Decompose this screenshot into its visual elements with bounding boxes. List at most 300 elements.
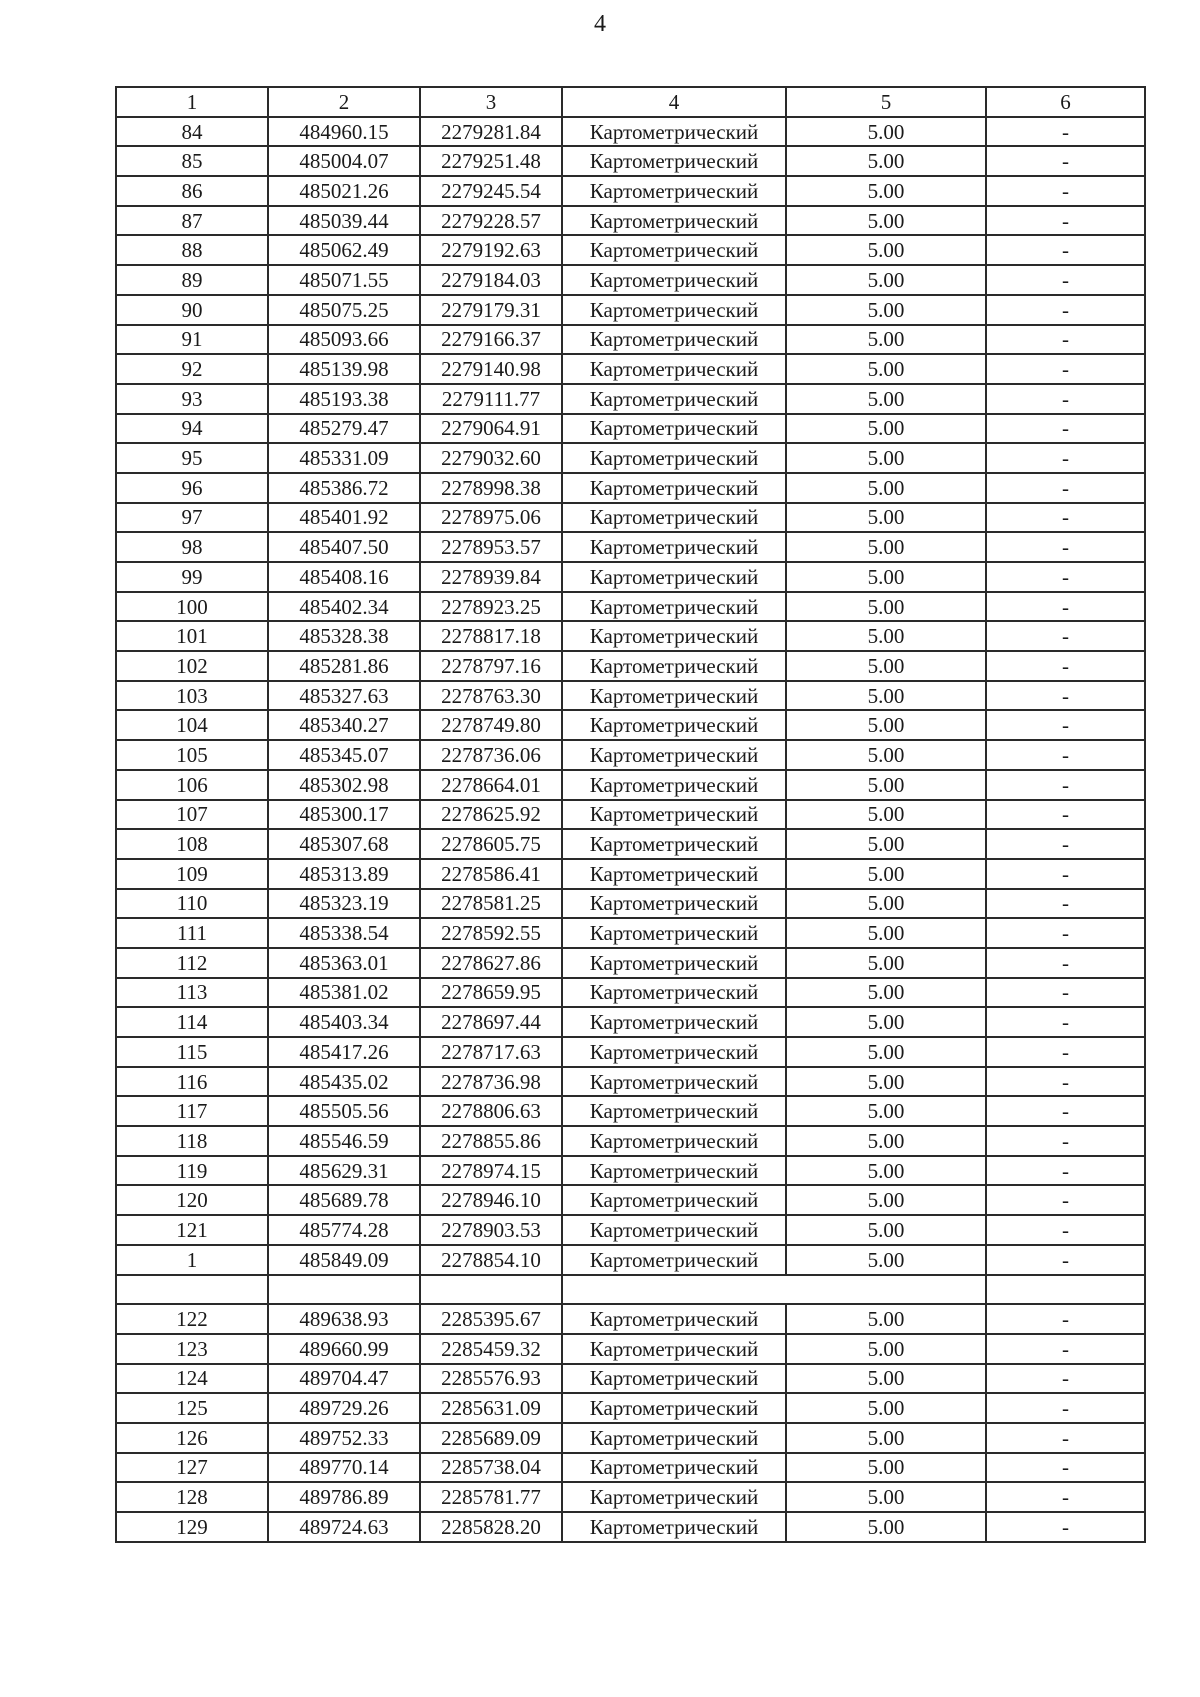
- table-cell: 2279192.63: [420, 235, 562, 265]
- table-cell: 98: [116, 532, 268, 562]
- table-cell: 485039.44: [268, 206, 420, 236]
- table-cell: 110: [116, 889, 268, 919]
- table-cell: Картометрический: [562, 176, 786, 206]
- table-cell: 489724.63: [268, 1512, 420, 1542]
- table-cell: 5.00: [786, 1126, 986, 1156]
- table-cell: -: [986, 176, 1145, 206]
- table-row: [116, 117, 1145, 147]
- table-row: [116, 1245, 1145, 1275]
- table-cell: -: [986, 1364, 1145, 1394]
- table-cell: 2279111.77: [420, 384, 562, 414]
- table-cell: 5.00: [786, 829, 986, 859]
- table-cell: Картометрический: [562, 1482, 786, 1512]
- table-cell: 485401.92: [268, 503, 420, 533]
- table-cell: 5.00: [786, 206, 986, 236]
- table-cell: 2278664.01: [420, 770, 562, 800]
- table-row: [116, 829, 1145, 859]
- table-cell: 2278855.86: [420, 1126, 562, 1156]
- table-row: [116, 1037, 1145, 1067]
- table-row: [116, 1185, 1145, 1215]
- table-cell: 84: [116, 117, 268, 147]
- table-cell: 113: [116, 978, 268, 1008]
- table-row: [116, 443, 1145, 473]
- table-cell: -: [986, 1037, 1145, 1067]
- table-cell: 5.00: [786, 651, 986, 681]
- table-row: [116, 1423, 1145, 1453]
- table-cell: 485689.78: [268, 1185, 420, 1215]
- table-cell: 5.00: [786, 503, 986, 533]
- table-row: [116, 1304, 1145, 1334]
- table-cell: 5.00: [786, 473, 986, 503]
- table-cell: 2278797.16: [420, 651, 562, 681]
- table-cell: 127: [116, 1453, 268, 1483]
- table-cell: 489770.14: [268, 1453, 420, 1483]
- table-cell: Картометрический: [562, 1007, 786, 1037]
- table-cell: 5.00: [786, 710, 986, 740]
- table-cell: Картометрический: [562, 265, 786, 295]
- table-cell: 128: [116, 1482, 268, 1512]
- table-cell: Картометрический: [562, 1156, 786, 1186]
- table-cell: 2285828.20: [420, 1512, 562, 1542]
- table-cell: 99: [116, 562, 268, 592]
- table-cell: -: [986, 1453, 1145, 1483]
- table-cell: 5.00: [786, 1334, 986, 1364]
- table-row: [116, 1215, 1145, 1245]
- column-header: 1: [116, 87, 268, 117]
- table-cell: 2278806.63: [420, 1096, 562, 1126]
- table-cell: 5.00: [786, 740, 986, 770]
- column-header: 2: [268, 87, 420, 117]
- table-cell: -: [986, 1482, 1145, 1512]
- table-cell: Картометрический: [562, 1393, 786, 1423]
- table-cell: 2279281.84: [420, 117, 562, 147]
- table-cell: 485546.59: [268, 1126, 420, 1156]
- table-cell: 2278627.86: [420, 948, 562, 978]
- table-cell: 5.00: [786, 1245, 986, 1275]
- table-cell: Картометрический: [562, 859, 786, 889]
- table-cell: Картометрический: [562, 1364, 786, 1394]
- table-cell: 93: [116, 384, 268, 414]
- table-row: [116, 354, 1145, 384]
- empty-cell: [268, 1275, 420, 1305]
- table-cell: -: [986, 592, 1145, 622]
- table-cell: 5.00: [786, 621, 986, 651]
- separator-row: [116, 1275, 1145, 1305]
- table-cell: Картометрический: [562, 414, 786, 444]
- table-row: [116, 1007, 1145, 1037]
- table-cell: 485281.86: [268, 651, 420, 681]
- table-cell: -: [986, 146, 1145, 176]
- table-cell: 123: [116, 1334, 268, 1364]
- table-cell: 102: [116, 651, 268, 681]
- table-cell: Картометрический: [562, 1423, 786, 1453]
- table-cell: 5.00: [786, 146, 986, 176]
- table-cell: Картометрический: [562, 1215, 786, 1245]
- table-row: [116, 1393, 1145, 1423]
- table-cell: -: [986, 1393, 1145, 1423]
- empty-cell: [420, 1275, 562, 1305]
- table-cell: 5.00: [786, 1423, 986, 1453]
- table-cell: 485071.55: [268, 265, 420, 295]
- table-cell: 2278817.18: [420, 621, 562, 651]
- table-cell: 5.00: [786, 592, 986, 622]
- table-cell: -: [986, 503, 1145, 533]
- table-cell: 86: [116, 176, 268, 206]
- empty-cell: [562, 1275, 986, 1305]
- table-cell: 485774.28: [268, 1215, 420, 1245]
- table-cell: 95: [116, 443, 268, 473]
- table-cell: -: [986, 235, 1145, 265]
- column-header: 4: [562, 87, 786, 117]
- table-cell: 2279228.57: [420, 206, 562, 236]
- table-cell: -: [986, 1245, 1145, 1275]
- table-cell: Картометрический: [562, 651, 786, 681]
- table-cell: 2278953.57: [420, 532, 562, 562]
- table-cell: 5.00: [786, 176, 986, 206]
- table-cell: 485062.49: [268, 235, 420, 265]
- table-cell: Картометрический: [562, 1185, 786, 1215]
- table-cell: 2285781.77: [420, 1482, 562, 1512]
- table-cell: 485407.50: [268, 532, 420, 562]
- table-cell: Картометрический: [562, 235, 786, 265]
- table-cell: Картометрический: [562, 146, 786, 176]
- table-row: [116, 1156, 1145, 1186]
- table-cell: -: [986, 443, 1145, 473]
- table-cell: 2278939.84: [420, 562, 562, 592]
- table-row: [116, 948, 1145, 978]
- table-cell: Картометрический: [562, 1245, 786, 1275]
- table-cell: 5.00: [786, 325, 986, 355]
- table-cell: 5.00: [786, 978, 986, 1008]
- table-row: [116, 621, 1145, 651]
- table-cell: 485402.34: [268, 592, 420, 622]
- table-cell: 485279.47: [268, 414, 420, 444]
- column-header: 3: [420, 87, 562, 117]
- table-cell: Картометрический: [562, 621, 786, 651]
- table-cell: 2278605.75: [420, 829, 562, 859]
- table-cell: -: [986, 1215, 1145, 1245]
- table-cell: 2285631.09: [420, 1393, 562, 1423]
- table-cell: -: [986, 1096, 1145, 1126]
- table-cell: -: [986, 740, 1145, 770]
- table-cell: Картометрический: [562, 1096, 786, 1126]
- table-cell: 5.00: [786, 1512, 986, 1542]
- table-cell: 5.00: [786, 235, 986, 265]
- table-cell: 2278659.95: [420, 978, 562, 1008]
- table-cell: 115: [116, 1037, 268, 1067]
- table-cell: 5.00: [786, 918, 986, 948]
- table-cell: 485093.66: [268, 325, 420, 355]
- table-cell: 5.00: [786, 1304, 986, 1334]
- table-cell: Картометрический: [562, 829, 786, 859]
- table-cell: 101: [116, 621, 268, 651]
- table-cell: 485331.09: [268, 443, 420, 473]
- table-cell: Картометрический: [562, 473, 786, 503]
- table-cell: 5.00: [786, 443, 986, 473]
- table-cell: 2279245.54: [420, 176, 562, 206]
- table-cell: 94: [116, 414, 268, 444]
- table-cell: 489704.47: [268, 1364, 420, 1394]
- table-row: [116, 918, 1145, 948]
- table-cell: 485340.27: [268, 710, 420, 740]
- table-header-row: [116, 87, 1145, 117]
- table-cell: 2279251.48: [420, 146, 562, 176]
- table-cell: 489638.93: [268, 1304, 420, 1334]
- table-row: [116, 889, 1145, 919]
- table-cell: Картометрический: [562, 325, 786, 355]
- table-cell: 2278854.10: [420, 1245, 562, 1275]
- table-cell: -: [986, 889, 1145, 919]
- table-row: [116, 1126, 1145, 1156]
- table-cell: Картометрический: [562, 1512, 786, 1542]
- table-cell: 87: [116, 206, 268, 236]
- table-cell: 2279166.37: [420, 325, 562, 355]
- table-row: [116, 1453, 1145, 1483]
- table-cell: 2278586.41: [420, 859, 562, 889]
- table-cell: Картометрический: [562, 592, 786, 622]
- empty-cell: [116, 1275, 268, 1305]
- table-row: [116, 770, 1145, 800]
- table-cell: -: [986, 1156, 1145, 1186]
- table-cell: 5.00: [786, 681, 986, 711]
- table-cell: 2279179.31: [420, 295, 562, 325]
- table-cell: 2278974.15: [420, 1156, 562, 1186]
- table-cell: 5.00: [786, 1453, 986, 1483]
- table-row: [116, 1334, 1145, 1364]
- table-cell: 485323.19: [268, 889, 420, 919]
- table-cell: 2279032.60: [420, 443, 562, 473]
- table-cell: 121: [116, 1215, 268, 1245]
- table-cell: 124: [116, 1364, 268, 1394]
- table-cell: 484960.15: [268, 117, 420, 147]
- table-cell: -: [986, 1334, 1145, 1364]
- table-cell: Картометрический: [562, 1037, 786, 1067]
- table-cell: 485435.02: [268, 1067, 420, 1097]
- table-cell: 2278975.06: [420, 503, 562, 533]
- table-row: [116, 146, 1145, 176]
- table-cell: 5.00: [786, 414, 986, 444]
- table-cell: 5.00: [786, 1007, 986, 1037]
- table-cell: 485408.16: [268, 562, 420, 592]
- table-cell: Картометрический: [562, 740, 786, 770]
- table-cell: 2279184.03: [420, 265, 562, 295]
- table-cell: 5.00: [786, 1096, 986, 1126]
- table-cell: 2278717.63: [420, 1037, 562, 1067]
- table-cell: 2285459.32: [420, 1334, 562, 1364]
- table-cell: 5.00: [786, 859, 986, 889]
- table-cell: 5.00: [786, 354, 986, 384]
- table-cell: 90: [116, 295, 268, 325]
- table-cell: 1: [116, 1245, 268, 1275]
- table-cell: 2285576.93: [420, 1364, 562, 1394]
- table-cell: 2279140.98: [420, 354, 562, 384]
- table-cell: -: [986, 1304, 1145, 1334]
- table-cell: 5.00: [786, 1482, 986, 1512]
- table-cell: 485386.72: [268, 473, 420, 503]
- table-cell: 2278736.98: [420, 1067, 562, 1097]
- table-body-block-2: [116, 1304, 1145, 1542]
- table-cell: 485338.54: [268, 918, 420, 948]
- table-cell: -: [986, 295, 1145, 325]
- table-cell: Картометрический: [562, 681, 786, 711]
- table-row: [116, 503, 1145, 533]
- table-cell: -: [986, 978, 1145, 1008]
- table-cell: Картометрический: [562, 1453, 786, 1483]
- table-cell: 5.00: [786, 800, 986, 830]
- table-cell: 5.00: [786, 532, 986, 562]
- table-cell: 5.00: [786, 770, 986, 800]
- empty-cell: [986, 1275, 1145, 1305]
- table-cell: 2278903.53: [420, 1215, 562, 1245]
- table-cell: Картометрический: [562, 503, 786, 533]
- table-cell: 125: [116, 1393, 268, 1423]
- table-cell: Картометрический: [562, 1334, 786, 1364]
- table-cell: 485300.17: [268, 800, 420, 830]
- table-row: [116, 710, 1145, 740]
- table-cell: 485307.68: [268, 829, 420, 859]
- table-cell: -: [986, 354, 1145, 384]
- table-cell: 2278736.06: [420, 740, 562, 770]
- table-cell: 485849.09: [268, 1245, 420, 1275]
- table-cell: 2278998.38: [420, 473, 562, 503]
- table-cell: 5.00: [786, 1156, 986, 1186]
- table-cell: Картометрический: [562, 978, 786, 1008]
- table-cell: 485403.34: [268, 1007, 420, 1037]
- table-cell: 111: [116, 918, 268, 948]
- table-row: [116, 1096, 1145, 1126]
- table-cell: -: [986, 948, 1145, 978]
- table-cell: 109: [116, 859, 268, 889]
- table-row: [116, 414, 1145, 444]
- table-cell: -: [986, 473, 1145, 503]
- table-cell: 5.00: [786, 562, 986, 592]
- table-cell: 485417.26: [268, 1037, 420, 1067]
- table-cell: 97: [116, 503, 268, 533]
- table-cell: 2278581.25: [420, 889, 562, 919]
- table-row: [116, 978, 1145, 1008]
- table-row: [116, 592, 1145, 622]
- table-cell: 485505.56: [268, 1096, 420, 1126]
- table-cell: -: [986, 265, 1145, 295]
- table-cell: 92: [116, 354, 268, 384]
- table-cell: Картометрический: [562, 770, 786, 800]
- table-row: [116, 384, 1145, 414]
- table-cell: 485345.07: [268, 740, 420, 770]
- table-row: [116, 800, 1145, 830]
- table-cell: -: [986, 621, 1145, 651]
- table-row: [116, 651, 1145, 681]
- table-cell: -: [986, 117, 1145, 147]
- table-cell: Картометрический: [562, 532, 786, 562]
- table-cell: 5.00: [786, 384, 986, 414]
- table-cell: 2278763.30: [420, 681, 562, 711]
- table-cell: -: [986, 859, 1145, 889]
- table-cell: 5.00: [786, 1067, 986, 1097]
- column-header: 5: [786, 87, 986, 117]
- table-cell: 485327.63: [268, 681, 420, 711]
- table-cell: Картометрический: [562, 206, 786, 236]
- table-cell: 485021.26: [268, 176, 420, 206]
- table-cell: 2285395.67: [420, 1304, 562, 1334]
- table-cell: -: [986, 1007, 1145, 1037]
- table-cell: 485004.07: [268, 146, 420, 176]
- table-cell: 88: [116, 235, 268, 265]
- table-cell: 5.00: [786, 948, 986, 978]
- table-row: [116, 473, 1145, 503]
- table-cell: 105: [116, 740, 268, 770]
- table-row: [116, 1482, 1145, 1512]
- table-cell: -: [986, 829, 1145, 859]
- table-cell: Картометрический: [562, 948, 786, 978]
- table-row: [116, 532, 1145, 562]
- table-cell: -: [986, 562, 1145, 592]
- table-cell: Картометрический: [562, 295, 786, 325]
- table-cell: 485193.38: [268, 384, 420, 414]
- table-cell: 114: [116, 1007, 268, 1037]
- table-cell: 485363.01: [268, 948, 420, 978]
- table-cell: -: [986, 770, 1145, 800]
- table-cell: -: [986, 414, 1145, 444]
- table-cell: Картометрический: [562, 384, 786, 414]
- table-cell: 489786.89: [268, 1482, 420, 1512]
- table-cell: Картометрический: [562, 1067, 786, 1097]
- table-cell: 85: [116, 146, 268, 176]
- table-cell: Картометрический: [562, 800, 786, 830]
- table-cell: 96: [116, 473, 268, 503]
- table-cell: -: [986, 800, 1145, 830]
- table-cell: 2278923.25: [420, 592, 562, 622]
- table-cell: -: [986, 325, 1145, 355]
- table-cell: Картометрический: [562, 354, 786, 384]
- table-cell: Картометрический: [562, 710, 786, 740]
- table-cell: 2278625.92: [420, 800, 562, 830]
- table-cell: Картометрический: [562, 443, 786, 473]
- table-body-block-1: [116, 117, 1145, 1275]
- table-cell: 2278592.55: [420, 918, 562, 948]
- table-cell: 5.00: [786, 889, 986, 919]
- table-row: [116, 206, 1145, 236]
- table-cell: 122: [116, 1304, 268, 1334]
- table-row: [116, 1512, 1145, 1542]
- table-cell: 485629.31: [268, 1156, 420, 1186]
- table-cell: -: [986, 1185, 1145, 1215]
- table-cell: 106: [116, 770, 268, 800]
- table-cell: 485139.98: [268, 354, 420, 384]
- column-header: 6: [986, 87, 1145, 117]
- table-cell: 489660.99: [268, 1334, 420, 1364]
- table-cell: 2278946.10: [420, 1185, 562, 1215]
- table-cell: 485302.98: [268, 770, 420, 800]
- table-row: [116, 740, 1145, 770]
- table-cell: 103: [116, 681, 268, 711]
- table-cell: Картометрический: [562, 1304, 786, 1334]
- table-cell: -: [986, 1423, 1145, 1453]
- table-cell: Картометрический: [562, 1126, 786, 1156]
- table-cell: 116: [116, 1067, 268, 1097]
- table-cell: -: [986, 532, 1145, 562]
- table-row: [116, 265, 1145, 295]
- page-number: 4: [594, 11, 606, 37]
- table-row: [116, 235, 1145, 265]
- table-cell: 108: [116, 829, 268, 859]
- table-cell: 5.00: [786, 117, 986, 147]
- table-cell: 485381.02: [268, 978, 420, 1008]
- table-cell: 489752.33: [268, 1423, 420, 1453]
- table-cell: -: [986, 1067, 1145, 1097]
- table-cell: 107: [116, 800, 268, 830]
- coordinates-table: [115, 86, 1146, 1543]
- table-row: [116, 1067, 1145, 1097]
